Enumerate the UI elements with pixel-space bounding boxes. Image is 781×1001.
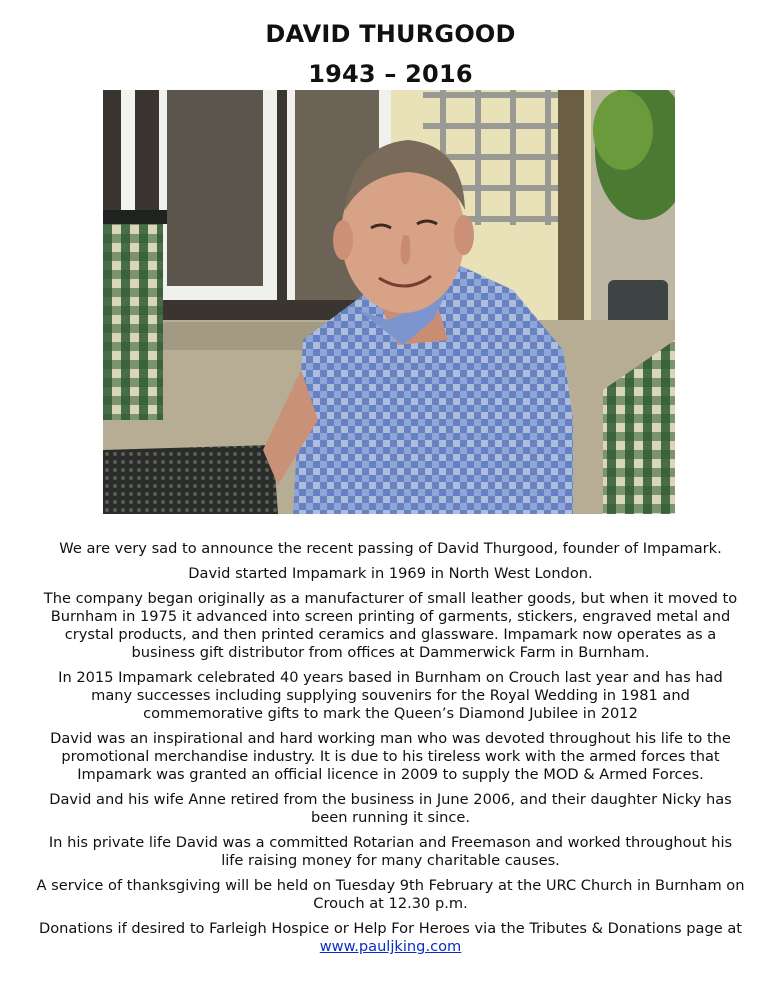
obituary-text [36,540,745,963]
portrait-illustration [103,90,675,514]
paragraph-founding: David started Impamark in 1969 in North West London. [188,565,593,582]
paragraph-inspiration: David was an inspirational and hard working man who was devoted throughout his life to the promotional merchandise industry. It is due to his tireless work with the armed forces that Impamark was granted an official licence in 2009 to supply the MOD & Armed Forces. [50,730,731,783]
portrait-photo [103,90,675,514]
tributes-website-link[interactable]: www.pauljking.com [319,938,462,955]
paragraph-donations [36,920,745,956]
page-title: DAVID THURGOOD [265,20,516,48]
paragraph-retirement: David and his wife Anne retired from the business in June 2006, and their daughter Nicky has been running it since. [49,791,732,826]
paragraph-private-life: In his private life David was a committed Rotarian and Freemason and worked throughout his life raising money for many charitable causes. [48,834,733,869]
life-years: 1943 – 2016 [308,60,473,88]
donations-text: Donations if desired to Farleigh Hospice or Help For Heroes via the Tributes & Donations page at [38,920,742,937]
paragraph-announcement: We are very sad to announce the recent passing of David Thurgood, founder of Impamark. [59,540,722,557]
paragraph-company-history: The company began originally as a manufacturer of small leather goods, but when it moved to Burnham in 1975 it advanced into screen printing of garments, stickers, engraved metal and crystal products, and then printed ceramics and glassware. Impamark now operates as a business gift distributor from offices at Dammerwick Farm in Burnham. [43,590,738,661]
paragraph-service: A service of thanksgiving will be held on Tuesday 9th February at the URC Church in Burnham on Crouch at 12.30 p.m. [36,877,745,912]
paragraph-successes: In 2015 Impamark celebrated 40 years based in Burnham on Crouch last year and has had many successes including supplying souvenirs for the Royal Wedding in 1981 and commemorative gifts to mark the Queen’s Diamond Jubilee in 2012 [58,669,723,722]
